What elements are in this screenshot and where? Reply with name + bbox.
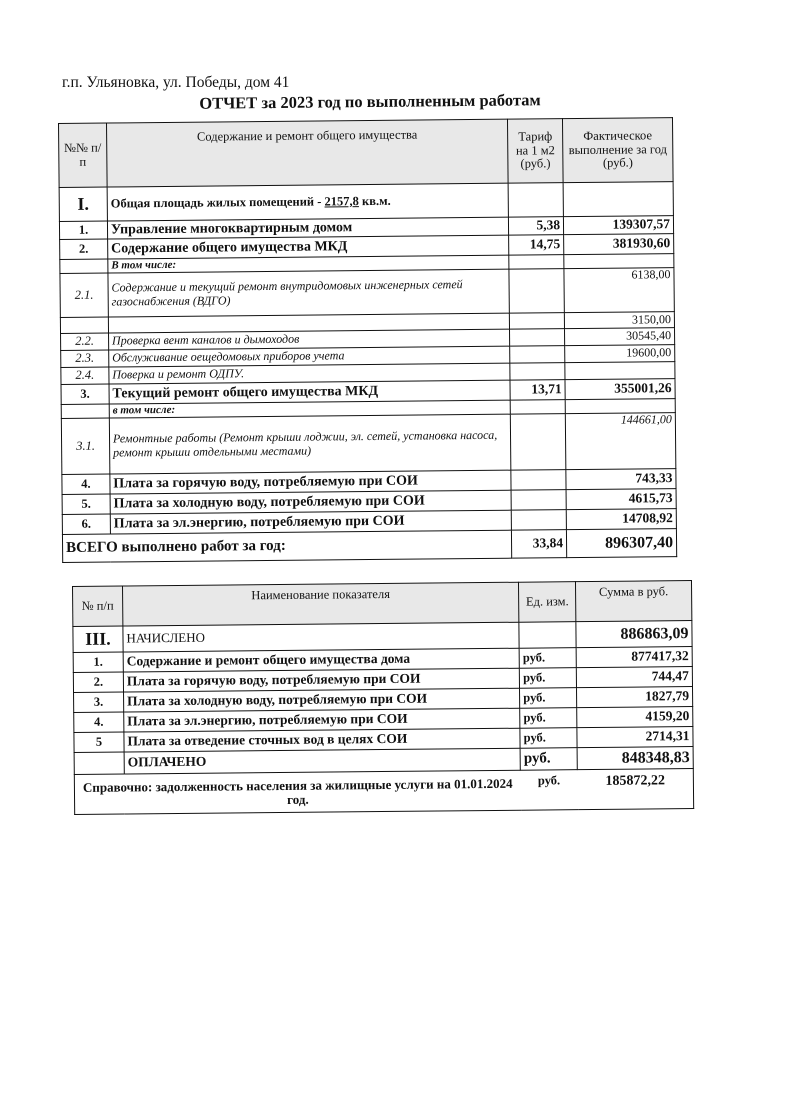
empty-cell bbox=[511, 510, 566, 531]
row-number: 3. bbox=[74, 692, 124, 712]
note-value: 185872,22 bbox=[577, 769, 693, 810]
header-name: Наименование показателя bbox=[122, 582, 519, 626]
including-label: В том числе: bbox=[108, 255, 509, 273]
empty-cell bbox=[510, 414, 565, 471]
row-value: 1827,79 bbox=[577, 687, 693, 708]
row-number: 2.2. bbox=[61, 333, 109, 350]
row-name: Поверка и ремонт ОДПУ. bbox=[109, 363, 510, 384]
row-value: 30545,40 bbox=[565, 328, 675, 346]
row-number: 5. bbox=[62, 494, 110, 514]
row-name: Содержание общего имущества МКД bbox=[108, 235, 509, 259]
row-unit: руб. bbox=[520, 728, 577, 749]
row-number: 2.3. bbox=[61, 350, 109, 367]
note-unit: руб. bbox=[520, 770, 577, 811]
empty-cell bbox=[509, 313, 564, 330]
empty-cell bbox=[510, 346, 565, 364]
header-actual: Фактическое выполнение за год (руб.) bbox=[563, 118, 674, 183]
section-number: I. bbox=[59, 187, 107, 221]
empty-cell bbox=[563, 182, 673, 217]
address-line: г.п. Ульяновка, ул. Победы, дом 41 bbox=[62, 74, 290, 91]
row-value: 355001,26 bbox=[565, 379, 675, 400]
row-value: 6138,00 bbox=[564, 268, 674, 313]
empty-cell bbox=[74, 752, 124, 774]
row-value: 2714,31 bbox=[577, 727, 693, 748]
empty-cell bbox=[509, 269, 564, 314]
empty-cell bbox=[510, 400, 565, 415]
row-name: Текущий ремонт общего имущества МКД bbox=[109, 380, 510, 404]
empty-cell bbox=[510, 329, 565, 347]
paid-value: 848348,83 bbox=[577, 747, 693, 770]
empty-cell bbox=[60, 317, 108, 333]
row-number: 2.4. bbox=[61, 367, 109, 384]
row-name: Плата за отведение сточных вод в целях СОИ bbox=[124, 728, 520, 752]
row-unit: руб. bbox=[519, 668, 576, 689]
including-label: в том числе: bbox=[109, 400, 510, 418]
report-title: ОТЧЕТ за 2023 год по выполненным работам bbox=[199, 90, 541, 113]
row-number: 3.1. bbox=[61, 418, 109, 474]
row-name: Плата за горячую воду, потребляемую при СОИ bbox=[123, 668, 519, 692]
row-name: Управление многоквартирным домом bbox=[107, 217, 508, 239]
table-header-row bbox=[73, 581, 692, 627]
row-name: Содержание и текущий ремонт внутридомовых инженерных сетей газоснабжения (ВДГО) bbox=[108, 269, 510, 317]
note-row bbox=[74, 769, 693, 815]
row-name: Плата за холодную воду, потребляемую при СОИ bbox=[123, 688, 519, 712]
row-name: Обслуживание оещедомовых приборов учета bbox=[109, 346, 510, 367]
table-row bbox=[61, 413, 676, 475]
row-number: 1. bbox=[59, 221, 107, 239]
row-value: 743,33 bbox=[566, 469, 676, 490]
empty-cell bbox=[511, 490, 566, 511]
row-value: 144661,00 bbox=[565, 413, 675, 470]
row-name: Плата за горячую воду, потребляемую при СОИ bbox=[110, 470, 511, 494]
empty-cell bbox=[511, 470, 566, 491]
header-num: №№ п/п bbox=[59, 123, 108, 187]
row-value: 877417,32 bbox=[576, 647, 692, 668]
row-number: 6. bbox=[62, 514, 110, 534]
paid-unit: руб. bbox=[520, 748, 577, 771]
accrued-value: 886863,09 bbox=[576, 621, 692, 648]
works-table bbox=[58, 117, 677, 563]
row-value: 14708,92 bbox=[566, 509, 676, 530]
row-value: 381930,60 bbox=[564, 234, 674, 255]
header-content: Содержание и ремонт общего имущества bbox=[106, 119, 508, 187]
empty-cell bbox=[509, 255, 564, 270]
row-name: Плата за эл.энергию, потребляемую при СОИ bbox=[110, 510, 511, 534]
row-value: 3150,00 bbox=[564, 312, 674, 329]
row-unit: руб. bbox=[520, 708, 577, 729]
total-tariff: 33,84 bbox=[512, 530, 567, 559]
area-unit: кв.м. bbox=[358, 193, 391, 208]
header-num: № п/п bbox=[73, 586, 123, 626]
section-number: III. bbox=[73, 626, 123, 652]
header-sum: Сумма в руб. bbox=[576, 581, 692, 622]
row-value: 4159,20 bbox=[577, 707, 693, 728]
paid-label: ОПЛАЧЕНО bbox=[124, 748, 520, 774]
empty-cell bbox=[510, 363, 565, 381]
row-number: 2. bbox=[73, 672, 123, 692]
row-tariff: 5,38 bbox=[509, 217, 564, 236]
row-name: Проверка вент каналов и дымоходов bbox=[108, 329, 509, 350]
area-cell bbox=[107, 183, 509, 221]
row-value: 139307,57 bbox=[564, 216, 674, 235]
row-tariff: 13,71 bbox=[510, 380, 565, 401]
total-row bbox=[62, 529, 676, 563]
row-number: 1. bbox=[73, 652, 123, 672]
total-label: ВСЕГО выполнено работ за год: bbox=[62, 530, 511, 562]
row-number: 4. bbox=[74, 712, 124, 732]
empty-cell bbox=[61, 404, 109, 418]
row-unit: руб. bbox=[520, 688, 577, 709]
empty-cell bbox=[519, 622, 576, 649]
empty-cell bbox=[60, 259, 108, 273]
row-number: 3. bbox=[61, 384, 109, 404]
accrued-label: НАЧИСЛЕНО bbox=[123, 622, 519, 652]
row-value: 4615,73 bbox=[566, 489, 676, 510]
row-value: 744,47 bbox=[576, 667, 692, 688]
row-number: 4. bbox=[62, 474, 110, 494]
row-value bbox=[565, 362, 675, 380]
table-row bbox=[60, 268, 674, 318]
area-label: Общая площадь жилых помещений - bbox=[110, 194, 325, 211]
note-label: Справочно: задолженность населения за жилищные услуги на 01.01.2024 год. bbox=[74, 770, 521, 814]
row-name: Ремонтные работы (Ремонт крыши лоджии, эл. сетей, установка насоса, ремонт крыши отдельными местами) bbox=[109, 414, 511, 474]
row-number: 2. bbox=[60, 239, 108, 259]
header-unit: Ед. изм. bbox=[519, 582, 576, 623]
row-name: Содержание и ремонт общего имущества дома bbox=[123, 648, 519, 672]
accruals-table bbox=[72, 580, 694, 815]
table-header-row bbox=[59, 118, 674, 188]
empty-cell bbox=[508, 183, 563, 218]
total-value: 896307,40 bbox=[567, 529, 677, 558]
area-value: 2157,8 bbox=[324, 193, 359, 209]
row-tariff: 14,75 bbox=[509, 235, 564, 256]
row-name: Плата за эл.энергию, потребляемую при СОИ bbox=[124, 708, 520, 732]
row-value: 19600,00 bbox=[565, 345, 675, 363]
row-number: 5 bbox=[74, 732, 124, 752]
header-tariff: Тариф на 1 м2 (руб.) bbox=[508, 119, 564, 184]
row-number: 2.1. bbox=[60, 273, 108, 317]
row-unit: руб. bbox=[519, 648, 576, 669]
row-name: Плата за холодную воду, потребляемую при СОИ bbox=[110, 490, 511, 514]
